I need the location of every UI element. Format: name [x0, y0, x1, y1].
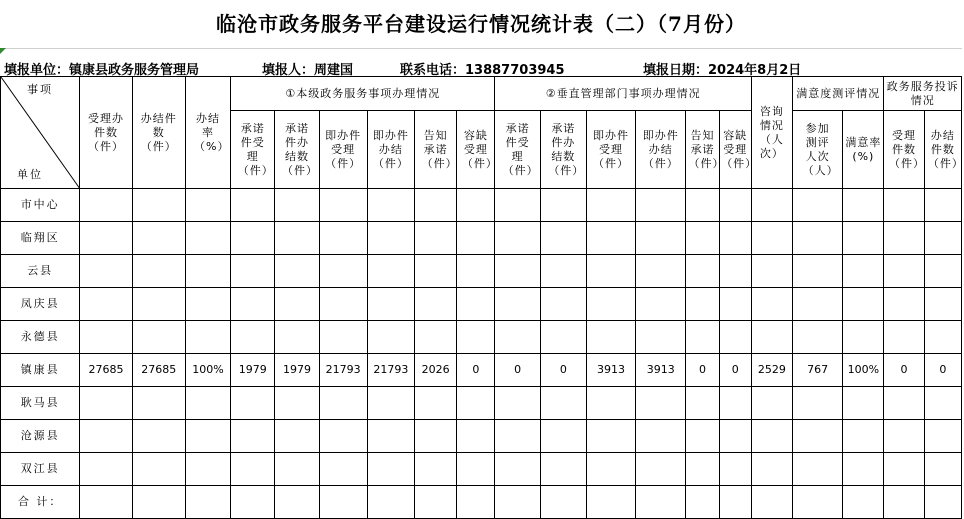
table-cell[interactable] [719, 255, 751, 288]
table-cell[interactable] [719, 420, 751, 453]
table-cell[interactable] [415, 255, 457, 288]
table-cell[interactable] [80, 321, 132, 354]
table-cell[interactable] [495, 453, 540, 486]
col-header-g2-instant-completed: 即办件办结（件） [636, 111, 686, 189]
table-cell[interactable] [495, 255, 540, 288]
table-cell[interactable] [924, 288, 961, 321]
table-cell[interactable] [719, 288, 751, 321]
table-cell[interactable]: 2529 [751, 354, 792, 387]
table-cell[interactable] [80, 288, 132, 321]
table-cell[interactable] [319, 288, 367, 321]
table-body [1, 189, 962, 519]
table-cell[interactable] [751, 486, 792, 519]
table-cell[interactable] [367, 387, 414, 420]
table-cell[interactable] [319, 222, 367, 255]
table-cell[interactable] [884, 321, 924, 354]
table-cell[interactable] [185, 288, 230, 321]
table-cell[interactable] [495, 486, 540, 519]
table-cell[interactable] [80, 255, 132, 288]
header-row-1 [1, 77, 962, 111]
row-unit-name: 临翔区 [1, 222, 80, 255]
table-cell[interactable] [80, 486, 132, 519]
table-cell[interactable] [132, 420, 185, 453]
table-cell[interactable] [884, 222, 924, 255]
col-header-sat-rate: 满意率(%) [843, 111, 884, 189]
corner-bottom-label: 单位 [17, 168, 43, 181]
table-cell[interactable] [457, 420, 495, 453]
table-cell[interactable] [415, 321, 457, 354]
table-cell[interactable]: 100% [185, 354, 230, 387]
table-row [1, 420, 962, 453]
table-cell[interactable] [686, 321, 719, 354]
table-cell[interactable] [231, 255, 275, 288]
table-row [1, 387, 962, 420]
table-cell[interactable] [884, 189, 924, 222]
col-header-accepted: 受理办件数（件） [80, 77, 132, 189]
col-header-g2-promise-completed: 承诺件办结数（件） [540, 111, 586, 189]
table-cell[interactable]: 21793 [367, 354, 414, 387]
table-cell[interactable] [319, 321, 367, 354]
table-cell[interactable] [132, 222, 185, 255]
table-cell[interactable] [495, 189, 540, 222]
table-cell[interactable] [719, 453, 751, 486]
table-cell[interactable] [884, 288, 924, 321]
table-cell[interactable] [231, 486, 275, 519]
table-cell[interactable] [540, 189, 586, 222]
table-cell[interactable] [80, 222, 132, 255]
table-cell[interactable] [367, 453, 414, 486]
row-unit-name: 镇康县 [1, 354, 80, 387]
table-cell[interactable]: 3913 [636, 354, 686, 387]
table-cell[interactable] [884, 420, 924, 453]
table-cell[interactable] [275, 387, 319, 420]
table-cell[interactable] [319, 486, 367, 519]
table-cell[interactable] [793, 486, 843, 519]
table-cell[interactable] [231, 189, 275, 222]
table-cell[interactable] [185, 222, 230, 255]
table-cell[interactable]: 0 [540, 354, 586, 387]
table-cell[interactable] [540, 222, 586, 255]
table-cell[interactable] [924, 189, 961, 222]
table-cell[interactable] [924, 321, 961, 354]
table-cell[interactable] [586, 321, 635, 354]
col-header-complaint-accepted: 受理件数（件） [884, 111, 924, 189]
table-cell[interactable] [636, 387, 686, 420]
table-cell[interactable] [843, 453, 884, 486]
table-cell[interactable] [415, 222, 457, 255]
table-cell[interactable] [132, 321, 185, 354]
table-cell[interactable] [586, 453, 635, 486]
table-cell[interactable] [843, 288, 884, 321]
table-cell[interactable] [636, 420, 686, 453]
table-row [1, 486, 962, 519]
table-cell[interactable] [540, 387, 586, 420]
table-cell[interactable] [231, 420, 275, 453]
table-cell[interactable]: 1979 [231, 354, 275, 387]
table-cell[interactable] [185, 189, 230, 222]
table-cell[interactable] [275, 222, 319, 255]
table-cell[interactable] [319, 420, 367, 453]
table-cell[interactable] [457, 255, 495, 288]
table-cell[interactable] [457, 387, 495, 420]
table-cell[interactable] [686, 453, 719, 486]
table-cell[interactable] [367, 486, 414, 519]
table-cell[interactable] [636, 222, 686, 255]
table-cell[interactable] [751, 420, 792, 453]
table-row [1, 288, 962, 321]
table-cell[interactable] [924, 255, 961, 288]
table-cell[interactable] [793, 453, 843, 486]
col-header-completed: 办结件数（件） [132, 77, 185, 189]
table-cell[interactable] [686, 255, 719, 288]
table-cell[interactable] [132, 189, 185, 222]
table-cell[interactable] [793, 222, 843, 255]
table-cell[interactable] [636, 453, 686, 486]
table-cell[interactable] [586, 255, 635, 288]
table-cell[interactable] [132, 486, 185, 519]
corner-header-cell [1, 77, 80, 189]
table-cell[interactable] [924, 486, 961, 519]
table-cell[interactable] [540, 255, 586, 288]
table-cell[interactable] [415, 387, 457, 420]
table-cell[interactable] [132, 255, 185, 288]
group-header-complaint: 政务服务投诉情况 [884, 77, 962, 111]
col-header-sat-participants: 参加测评人次（人） [793, 111, 843, 189]
row-unit-name: 合 计： [1, 486, 80, 519]
table-cell[interactable]: 3913 [586, 354, 635, 387]
table-cell[interactable] [719, 222, 751, 255]
table-cell[interactable]: 0 [457, 354, 495, 387]
info-bar [0, 57, 962, 77]
table-cell[interactable] [80, 453, 132, 486]
fill-date: 填报日期：2024年8月2日 [643, 63, 802, 78]
table-cell[interactable] [367, 288, 414, 321]
table-cell[interactable] [586, 222, 635, 255]
table-cell[interactable] [636, 486, 686, 519]
table-cell[interactable] [793, 288, 843, 321]
table-row [1, 189, 962, 222]
col-header-g1-promise-completed: 承诺件办结数（件） [275, 111, 319, 189]
table-cell[interactable] [319, 255, 367, 288]
table-cell[interactable] [719, 189, 751, 222]
table-cell[interactable] [636, 288, 686, 321]
table-cell[interactable] [80, 420, 132, 453]
table-cell[interactable] [319, 189, 367, 222]
table-cell[interactable] [586, 288, 635, 321]
table-row [1, 354, 962, 387]
contact-phone: 联系电话：13887703945 [400, 63, 565, 78]
table-cell[interactable] [793, 387, 843, 420]
table-cell[interactable]: 767 [793, 354, 843, 387]
table-cell[interactable] [751, 453, 792, 486]
table-cell[interactable] [367, 255, 414, 288]
col-header-g2-instant-accepted: 即办件受理（件） [586, 111, 635, 189]
table-cell[interactable] [415, 486, 457, 519]
col-header-g2-promise-accepted: 承诺件受理（件） [495, 111, 540, 189]
table-cell[interactable] [793, 420, 843, 453]
table-cell[interactable] [636, 189, 686, 222]
table-cell[interactable] [751, 255, 792, 288]
table-cell[interactable]: 0 [924, 354, 961, 387]
table-cell[interactable] [367, 189, 414, 222]
table-cell[interactable] [751, 189, 792, 222]
table-cell[interactable] [884, 255, 924, 288]
table-cell[interactable] [80, 387, 132, 420]
col-header-g1-instant-completed: 即办件办结（件） [367, 111, 414, 189]
table-cell[interactable] [843, 321, 884, 354]
table-cell[interactable] [231, 321, 275, 354]
title-divider [0, 48, 962, 49]
table-cell[interactable] [843, 189, 884, 222]
row-unit-name: 耿马县 [1, 387, 80, 420]
table-cell[interactable] [751, 222, 792, 255]
table-cell[interactable] [185, 420, 230, 453]
table-cell[interactable] [540, 420, 586, 453]
table-cell[interactable] [540, 453, 586, 486]
table-cell[interactable] [924, 420, 961, 453]
table-cell[interactable] [275, 288, 319, 321]
col-header-g1-instant-accepted: 即办件受理（件） [319, 111, 367, 189]
table-cell[interactable] [275, 255, 319, 288]
col-header-complaint-completed: 办结件数（件） [924, 111, 961, 189]
table-cell[interactable]: 27685 [132, 354, 185, 387]
table-cell[interactable] [495, 288, 540, 321]
table-cell[interactable] [415, 189, 457, 222]
table-cell[interactable] [319, 387, 367, 420]
table-cell[interactable] [231, 453, 275, 486]
table-cell[interactable] [793, 321, 843, 354]
table-cell[interactable]: 100% [843, 354, 884, 387]
table-cell[interactable] [719, 387, 751, 420]
table-cell[interactable] [495, 387, 540, 420]
table-cell[interactable] [751, 321, 792, 354]
row-unit-name: 市中心 [1, 189, 80, 222]
table-cell[interactable] [793, 255, 843, 288]
table-cell[interactable] [132, 453, 185, 486]
table-cell[interactable] [540, 288, 586, 321]
table-cell[interactable]: 0 [719, 354, 751, 387]
col-header-rate: 办结率（%） [185, 77, 230, 189]
table-cell[interactable] [185, 321, 230, 354]
table-cell[interactable] [540, 486, 586, 519]
col-header-g2-tolerance-accept: 容缺受理（件） [719, 111, 751, 189]
table-cell[interactable] [132, 387, 185, 420]
table-cell[interactable] [367, 321, 414, 354]
table-cell[interactable]: 0 [495, 354, 540, 387]
statistics-table [0, 76, 962, 519]
filler-name: 填报人：周建国 [262, 63, 354, 78]
table-cell[interactable] [231, 222, 275, 255]
col-header-g1-tolerance-accept: 容缺受理（件） [457, 111, 495, 189]
table-cell[interactable] [924, 222, 961, 255]
table-cell[interactable] [636, 321, 686, 354]
corner-top-label: 事项 [27, 83, 53, 96]
table-cell[interactable] [884, 387, 924, 420]
cell-comment-marker [0, 48, 6, 54]
row-unit-name: 永德县 [1, 321, 80, 354]
table-cell[interactable] [924, 387, 961, 420]
table-cell[interactable]: 0 [884, 354, 924, 387]
table-cell[interactable] [275, 420, 319, 453]
table-cell[interactable] [586, 420, 635, 453]
row-unit-name: 凤庆县 [1, 288, 80, 321]
table-cell[interactable] [457, 189, 495, 222]
table-cell[interactable] [275, 486, 319, 519]
table-cell[interactable] [843, 222, 884, 255]
row-unit-name: 双江县 [1, 453, 80, 486]
group-header-satisfaction: 满意度测评情况 [793, 77, 884, 111]
row-unit-name: 沧源县 [1, 420, 80, 453]
table-row [1, 453, 962, 486]
table-row [1, 255, 962, 288]
table-cell[interactable]: 2026 [415, 354, 457, 387]
table-cell[interactable] [719, 321, 751, 354]
table-cell[interactable] [185, 486, 230, 519]
report-title: 临沧市政务服务平台建设运行情况统计表（二）（7月份） [216, 12, 746, 36]
table-cell[interactable] [495, 420, 540, 453]
col-header-g1-promise-accepted: 承诺件受理（件） [231, 111, 275, 189]
table-cell[interactable] [686, 486, 719, 519]
table-cell[interactable] [275, 453, 319, 486]
table-cell[interactable] [457, 288, 495, 321]
table-cell[interactable] [319, 453, 367, 486]
table-row [1, 321, 962, 354]
table-cell[interactable] [457, 486, 495, 519]
group-header-local-affairs: ①本级政务服务事项办理情况 [231, 77, 495, 111]
table-cell[interactable] [367, 222, 414, 255]
table-cell[interactable] [586, 189, 635, 222]
table-cell[interactable] [231, 387, 275, 420]
table-cell[interactable] [686, 222, 719, 255]
col-header-consult: 咨询情况（人次） [751, 77, 792, 189]
table-cell[interactable] [843, 486, 884, 519]
reporting-unit: 填报单位：镇康县政务服务管理局 [4, 63, 200, 78]
table-cell[interactable] [884, 453, 924, 486]
table-cell[interactable] [586, 387, 635, 420]
table-cell[interactable] [275, 189, 319, 222]
table-cell[interactable]: 0 [686, 354, 719, 387]
table-cell[interactable] [843, 420, 884, 453]
table-cell[interactable] [275, 321, 319, 354]
table-cell[interactable]: 1979 [275, 354, 319, 387]
table-cell[interactable]: 27685 [80, 354, 132, 387]
table-cell[interactable] [132, 288, 185, 321]
table-cell[interactable] [415, 453, 457, 486]
table-cell[interactable] [843, 255, 884, 288]
table-cell[interactable] [924, 453, 961, 486]
table-cell[interactable] [686, 288, 719, 321]
table-cell[interactable] [751, 288, 792, 321]
col-header-g2-notify-promise: 告知承诺（件） [686, 111, 719, 189]
table-cell[interactable] [495, 222, 540, 255]
table-cell[interactable] [367, 420, 414, 453]
table-cell[interactable] [686, 189, 719, 222]
table-cell[interactable] [843, 387, 884, 420]
table-cell[interactable] [719, 486, 751, 519]
table-cell[interactable]: 21793 [319, 354, 367, 387]
table-cell[interactable] [686, 420, 719, 453]
table-cell[interactable] [185, 387, 230, 420]
table-row [1, 222, 962, 255]
table-cell[interactable] [457, 321, 495, 354]
table-cell[interactable] [415, 288, 457, 321]
table-cell[interactable] [80, 189, 132, 222]
table-cell[interactable] [185, 453, 230, 486]
table-cell[interactable] [636, 255, 686, 288]
table-cell[interactable] [185, 255, 230, 288]
row-unit-name: 云县 [1, 255, 80, 288]
table-cell[interactable] [415, 420, 457, 453]
col-header-g1-notify-promise: 告知承诺（件） [415, 111, 457, 189]
table-cell[interactable] [495, 321, 540, 354]
table-cell[interactable] [884, 486, 924, 519]
table-cell[interactable] [751, 387, 792, 420]
table-cell[interactable] [457, 222, 495, 255]
table-cell[interactable] [231, 288, 275, 321]
group-header-vertical-affairs: ②垂直管理部门事项办理情况 [495, 77, 751, 111]
table-cell[interactable] [793, 189, 843, 222]
table-cell[interactable] [586, 486, 635, 519]
table-cell[interactable] [457, 453, 495, 486]
table-cell[interactable] [540, 321, 586, 354]
table-cell[interactable] [686, 387, 719, 420]
